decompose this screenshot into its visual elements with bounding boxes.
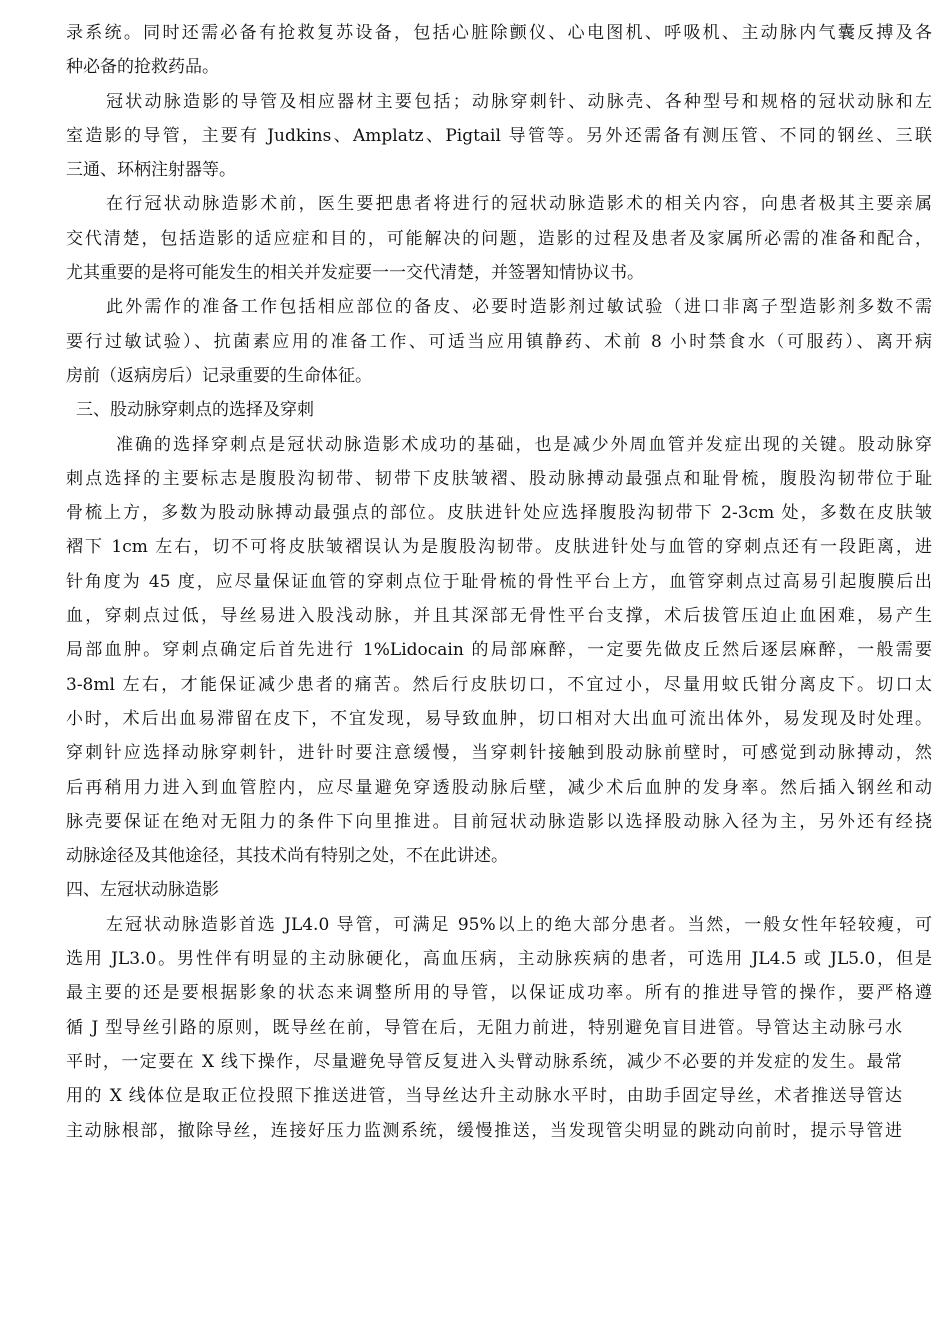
- text-line: 种必备的抢救药品。: [66, 57, 219, 78]
- text-line: 针角度为 45 度，应尽量保证血管的穿刺点位于耻骨梳的骨性平台上方，血管穿刺点过高易引起腹膜后出: [66, 571, 932, 592]
- text-line: 录系统。同时还需必备有抢救复苏设备，包括心脏除颤仪、心电图机、呼吸机、主动脉内气囊反搏及各: [66, 23, 932, 43]
- text-line: 循 J 型导丝引路的原则，既导丝在前，导管在后，无阻力前进，特别避免盲目进管。导管达主动脉弓水: [66, 1017, 902, 1038]
- text-line: 三、股动脉穿刺点的选择及穿刺: [76, 400, 314, 421]
- text-line: 褶下 1cm 左右，切不可将皮肤皱褶误认为是腹股沟韧带。皮肤进针处与血管的穿刺点还有一段距离，进: [66, 537, 932, 558]
- text-line: 动脉途径及其他途径，其技术尚有特别之处，不在此讲述。: [66, 846, 508, 867]
- text-line: 血，穿刺点过低，导丝易进入股浅动脉，并且其深部无骨性平台支撑，术后拔管压迫止血困难，易产生: [66, 606, 932, 627]
- text-line: 脉壳要保证在绝对无阻力的条件下向里推进。目前冠状动脉造影以选择股动脉入径为主，另外还有经挠: [66, 811, 932, 832]
- text-line: 后再稍用力进入到血管腔内，应尽量避免穿透股动脉后壁，减少术后血肿的发身率。然后插入钢丝和动: [66, 777, 932, 798]
- text-line: 四、左冠状动脉造影: [66, 880, 219, 901]
- text-line: 冠状动脉造影的导管及相应器材主要包括；动脉穿刺针、动脉壳、各种型号和规格的冠状动脉和左: [106, 91, 932, 112]
- text-line: 要行过敏试验）、抗菌素应用的准备工作、可适当应用镇静药、术前 8 小时禁食水（可服药）、离开病: [66, 331, 932, 352]
- text-line: 主动脉根部，撤除导丝，连接好压力监测系统，缓慢推送，当发现管尖明显的跳动向前时，提示导管进: [66, 1120, 902, 1141]
- text-line: 平时，一定要在 X 线下操作，尽量避免导管反复进入头臂动脉系统，减少不必要的并发症的发生。最常: [66, 1051, 902, 1072]
- text-line: 三通、环柄注射器等。: [66, 160, 236, 181]
- text-line: 在行冠状动脉造影术前，医生要把患者将进行的冠状动脉造影术的相关内容，向患者极其主要亲属: [106, 194, 932, 215]
- document-page: [66, 16, 932, 1148]
- text-line: 穿刺针应选择动脉穿刺针，进针时要注意缓慢，当穿刺针接触到股动脉前壁时，可感觉到动脉搏动，然: [66, 743, 932, 764]
- text-line: 刺点选择的主要标志是腹股沟韧带、韧带下皮肤皱褶、股动脉搏动最强点和耻骨梳，腹股沟韧带位于耻: [66, 468, 932, 489]
- text-line: 左冠状动脉造影首选 JL4.0 导管，可满足 95%以上的绝大部分患者。当然，一般女性年轻较瘦，可: [106, 914, 932, 935]
- text-line: 尤其重要的是将可能发生的相关并发症要一一交代清楚，并签署知情协议书。: [66, 263, 644, 284]
- text-line: 此外需作的准备工作包括相应部位的备皮、必要时造影剂过敏试验（进口非离子型造影剂多数不需: [106, 297, 932, 318]
- text-line: 小时，术后出血易滞留在皮下，不宜发现，易导致血肿，切口相对大出血可流出体外，易发现及时处理。: [66, 708, 932, 729]
- text-line: 交代清楚，包括造影的适应症和目的，可能解决的问题，造影的过程及患者及家属所必需的准备和配合，: [66, 228, 932, 249]
- text-line: 选用 JL3.0。男性伴有明显的主动脉硬化，高血压病，主动脉疾病的患者，可选用 JL4.5 或 JL5.0，但是: [66, 949, 932, 970]
- text-line: 3-8ml 左右，才能保证减少患者的痛苦。然后行皮肤切口，不宜过小，尽量用蚊氏钳分离皮下。切口太: [66, 674, 932, 695]
- text-line: 室造影的导管，主要有 Judkins、Amplatz、Pigtail 导管等。另外还需备有测压管、不同的钢丝、三联: [66, 125, 932, 146]
- text-line: 最主要的还是要根据影象的状态来调整所用的导管，以保证成功率。所有的推进导管的操作，要严格遵: [66, 983, 932, 1004]
- text-line: 局部血肿。穿刺点确定后首先进行 1%Lidocain 的局部麻醉，一定要先做皮丘然后逐层麻醉，一般需要: [66, 640, 932, 661]
- text-line: 用的 X 线体位是取正位投照下推送进管，当导丝达升主动脉水平时，由助手固定导丝，术者推送导管达: [66, 1086, 902, 1107]
- text-line: 房前（返病房后）记录重要的生命体征。: [66, 365, 372, 386]
- text-line: 准确的选择穿刺点是冠状动脉造影术成功的基础，也是减少外周血管并发症出现的关键。股动脉穿: [116, 434, 932, 455]
- text-line: 骨梳上方，多数为股动脉搏动最强点的部位。皮肤进针处应选择腹股沟韧带下 2-3cm 处，多数在皮肤皱: [66, 503, 932, 524]
